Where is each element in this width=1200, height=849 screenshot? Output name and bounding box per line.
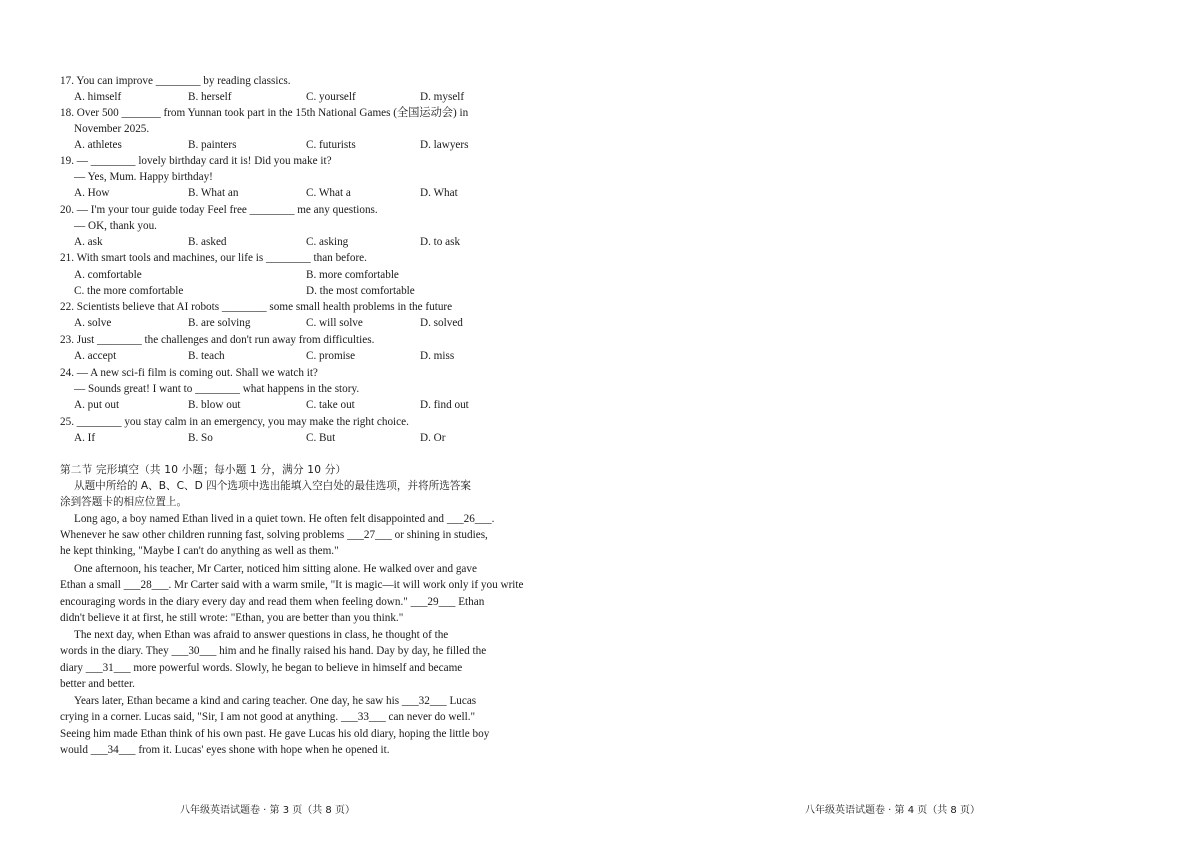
question-18-stem-cont: November 2025. [74, 123, 150, 135]
section2-instruction: 从题中所给的 A、B、C、D 四个选项中选出能填入空白处的最佳选项，并将所选答案 [74, 480, 471, 492]
q17-option-d: D. myself [420, 91, 465, 103]
question-24-reply: — Sounds great! I want to ________ what happens in the story. [74, 383, 360, 395]
passage-line: Ethan a small ___28___. Mr Carter said with a warm smile, "It is magic—it will work only if you write [60, 579, 524, 591]
q21-option-c: C. the more comfortable [74, 285, 184, 297]
q18-option-b: B. painters [188, 139, 237, 151]
page-footer-right: 八年级英语试题卷 · 第 4 页（共 8 页） [805, 805, 980, 816]
q20-option-b: B. asked [188, 236, 227, 248]
q17-option-b: B. herself [188, 91, 232, 103]
q20-option-d: D. to ask [420, 236, 461, 248]
question-25-stem: 25. ________ you stay calm in an emergency, you may make the right choice. [60, 416, 409, 428]
passage-line: encouraging words in the diary every day and read them when feeling down." ___29___ Ethan [60, 596, 485, 608]
q23-option-d: D. miss [420, 350, 455, 362]
q23-option-b: B. teach [188, 350, 225, 362]
q22-option-b: B. are solving [188, 317, 251, 329]
passage-line: would ___34___ from it. Lucas' eyes shone with hope when he opened it. [60, 744, 390, 756]
passage-line: didn't believe it at first, he still wrote: "Ethan, you are better than you think." [60, 612, 404, 624]
passage-line: Seeing him made Ethan think of his own past. He gave Lucas his old diary, hoping the little boy [60, 728, 490, 740]
q20-option-a: A. ask [74, 236, 103, 248]
question-23-stem: 23. Just ________ the challenges and don't run away from difficulties. [60, 334, 375, 346]
question-19-stem: 19. — ________ lovely birthday card it is! Did you make it? [60, 155, 332, 167]
section2-instruction-cont: 涂到答题卡的相应位置上。 [60, 496, 188, 508]
passage-line: One afternoon, his teacher, Mr Carter, noticed him sitting alone. He walked over and gave [74, 563, 477, 575]
q17-option-a: A. himself [74, 91, 122, 103]
q24-option-a: A. put out [74, 399, 120, 411]
passage-line: Years later, Ethan became a kind and caring teacher. One day, he saw his ___32___ Lucas [74, 695, 477, 707]
q21-option-d: D. the most comfortable [306, 285, 415, 297]
q22-option-d: D. solved [420, 317, 463, 329]
question-20-reply: — OK, thank you. [74, 220, 157, 232]
passage-line: Long ago, a boy named Ethan lived in a quiet town. He often felt disappointed and ___26___. [74, 513, 495, 525]
section2-title: 第二节 完形填空（共 10 小题；每小题 1 分，满分 10 分） [60, 464, 347, 476]
q24-option-b: B. blow out [188, 399, 241, 411]
q21-option-a: A. comfortable [74, 269, 142, 281]
q19-option-c: C. What a [306, 187, 351, 199]
q24-option-d: D. find out [420, 399, 469, 411]
page-footer-left: 八年级英语试题卷 · 第 3 页（共 8 页） [180, 805, 355, 816]
q23-option-a: A. accept [74, 350, 117, 362]
q19-option-b: B. What an [188, 187, 239, 199]
q25-option-d: D. Or [420, 432, 446, 444]
q18-option-a: A. athletes [74, 139, 122, 151]
question-20-stem: 20. — I'm your tour guide today Feel free ________ me any questions. [60, 204, 378, 216]
q25-option-a: A. If [74, 432, 96, 444]
question-21-stem: 21. With smart tools and machines, our life is ________ than before. [60, 252, 367, 264]
q19-option-a: A. How [74, 187, 110, 199]
question-18-stem: 18. Over 500 _______ from Yunnan took part in the 15th National Games (全国运动会) in [60, 107, 469, 119]
passage-line: he kept thinking, "Maybe I can't do anything as well as them." [60, 545, 339, 557]
q22-option-a: A. solve [74, 317, 112, 329]
q17-option-c: C. yourself [306, 91, 356, 103]
passage-line: better and better. [60, 678, 135, 690]
q24-option-c: C. take out [306, 399, 355, 411]
passage-line: The next day, when Ethan was afraid to answer questions in class, he thought of the [74, 629, 449, 641]
q18-option-c: C. futurists [306, 139, 356, 151]
passage-line: Whenever he saw other children running fast, solving problems ___27___ or shining in studies, [60, 529, 488, 541]
q20-option-c: C. asking [306, 236, 349, 248]
question-17-stem: 17. You can improve ________ by reading classics. [60, 75, 291, 87]
q19-option-d: D. What [420, 187, 458, 199]
q23-option-c: C. promise [306, 350, 356, 362]
q25-option-b: B. So [188, 432, 213, 444]
q22-option-c: C. will solve [306, 317, 363, 329]
passage-line: crying in a corner. Lucas said, "Sir, I am not good at anything. ___33___ can never do well." [60, 711, 476, 723]
passage-line: words in the diary. They ___30___ him and he finally raised his hand. Day by day, he filled the [60, 645, 487, 657]
passage-line: diary ___31___ more powerful words. Slowly, he began to believe in himself and became [60, 662, 463, 674]
q25-option-c: C. But [306, 432, 336, 444]
q21-option-b: B. more comfortable [306, 269, 399, 281]
question-19-reply: — Yes, Mum. Happy birthday! [74, 171, 213, 183]
question-22-stem: 22. Scientists believe that AI robots ________ some small health problems in the future [60, 301, 453, 313]
question-24-stem: 24. — A new sci-fi film is coming out. Shall we watch it? [60, 367, 318, 379]
q18-option-d: D. lawyers [420, 139, 469, 151]
